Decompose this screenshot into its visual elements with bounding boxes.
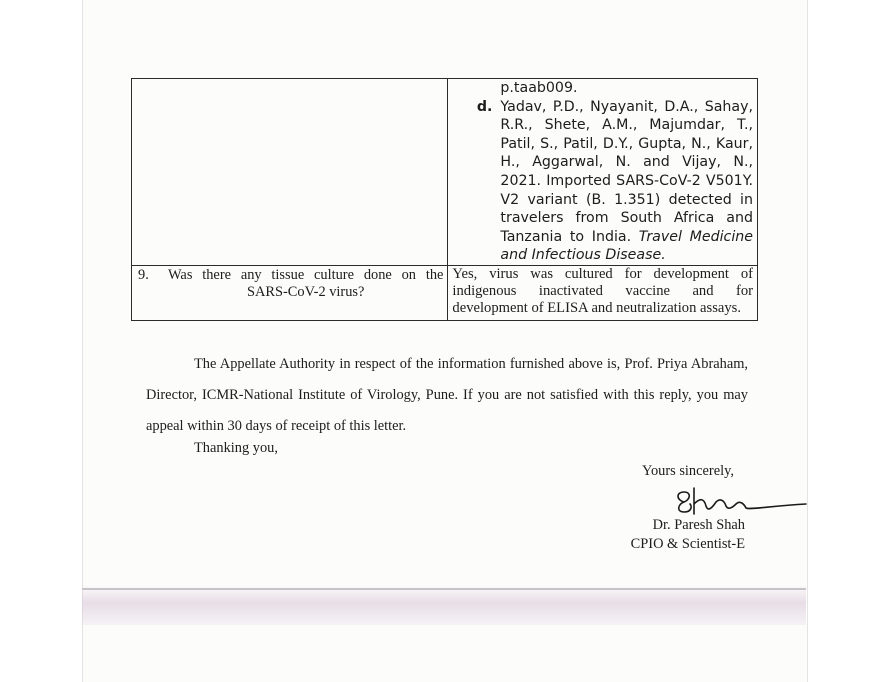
signer-title: CPIO & Scientist-E bbox=[630, 535, 745, 552]
appellate-paragraph bbox=[146, 349, 748, 442]
signer-name: Dr. Paresh Shah bbox=[652, 517, 745, 533]
question-text: Was there any tissue culture done on the SARS-CoV-2 virus? bbox=[168, 266, 444, 300]
signer-block bbox=[631, 516, 745, 553]
answer-text: Yes, virus was cultured for development of indigenous inactivated vaccine and for development of ELISA and neutralization assays. bbox=[452, 265, 753, 317]
answer-cell bbox=[448, 265, 758, 320]
rti-response-table bbox=[131, 78, 758, 321]
appellate-paragraph-text: The Appellate Authority in respect of the information furnished above is, Prof. Priya Abraham, Director, ICMR-National Institute of Virology, Pune. If you are not satisfied with this reply, you may appeal within 30 days of receipt of this letter. bbox=[146, 356, 748, 434]
reference-letter: d. bbox=[476, 98, 493, 115]
reference-citation: Yadav, P.D., Nyayanit, D.A., Sahay, R.R., Shete, A.M., Majumdar, T., Patil, S., Patil, D.Y., Gupta, N., Kaur, H., Aggarwal, N. and Vijay, N., 2021. Imported SARS-CoV-2 V501Y. V2 variant (B. 1.351) detected in travelers from South Africa and Tanzania to India. bbox=[500, 98, 753, 245]
table-row bbox=[132, 265, 758, 320]
scan-fold-line bbox=[82, 588, 806, 590]
reference-item bbox=[448, 98, 753, 265]
question-cell bbox=[132, 265, 448, 320]
reference-text bbox=[500, 98, 753, 265]
reference-continuation: p.taab009. bbox=[500, 80, 578, 96]
scan-fold-shadow bbox=[82, 585, 806, 625]
closing-line: Yours sincerely, bbox=[642, 463, 734, 479]
table-row bbox=[132, 79, 758, 266]
reference-journal: Travel Medicine and Infectious Disease. bbox=[500, 228, 753, 264]
handwritten-signature bbox=[670, 484, 810, 520]
reference-cell bbox=[448, 79, 758, 266]
question-cell-empty bbox=[132, 79, 448, 266]
question-number: 9. bbox=[138, 266, 149, 283]
thanks-line: Thanking you, bbox=[194, 440, 278, 456]
